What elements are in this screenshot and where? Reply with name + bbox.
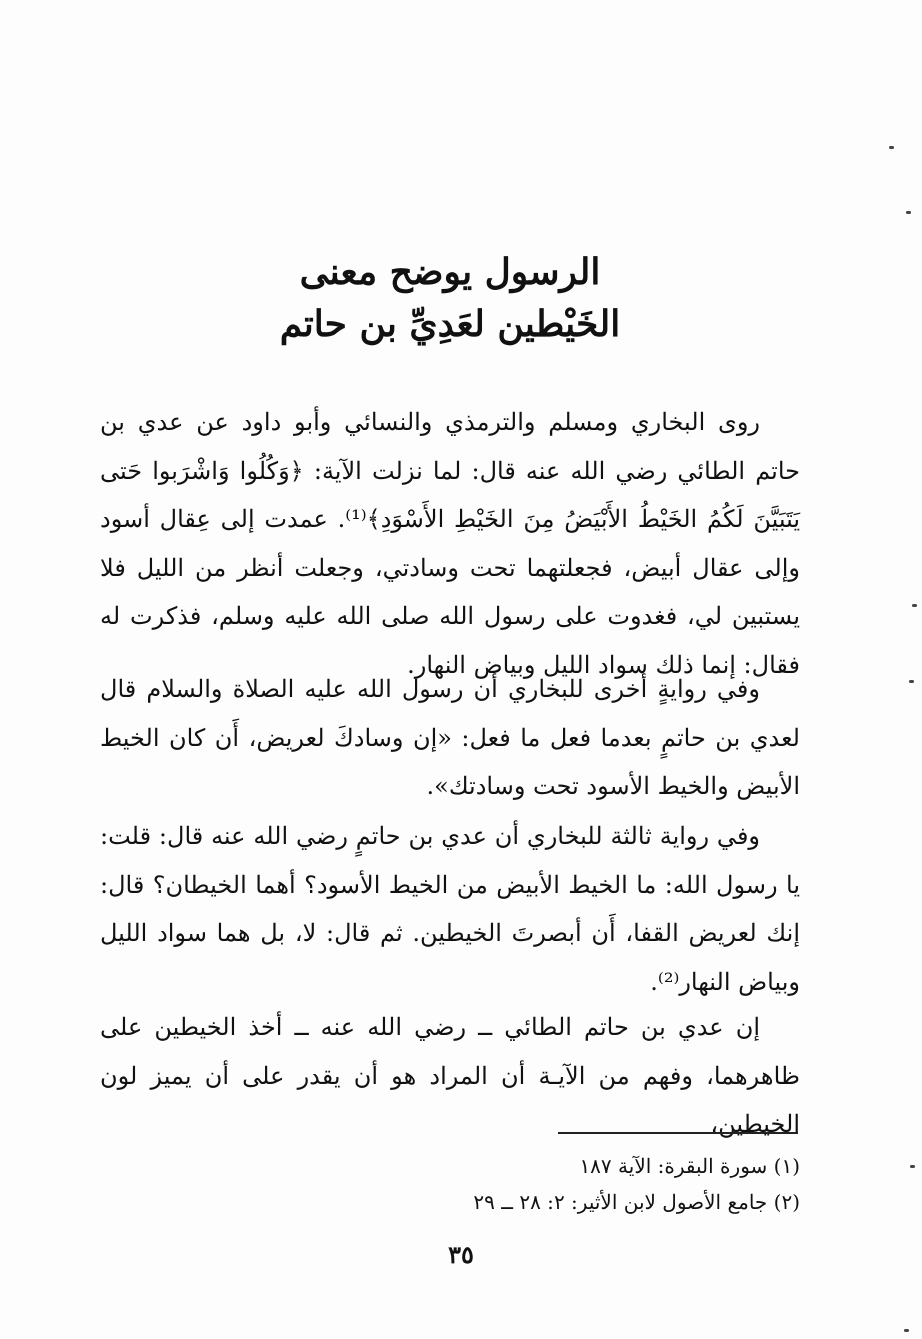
scan-speck [904, 1329, 909, 1332]
scan-speck [912, 604, 917, 607]
paragraph-3: وفي رواية ثالثة للبخاري أن عدي بن حاتمٍ رضي الله عنه قال: قلت: يا رسول الله: ما الخيط الأبيض من الخيط الأسود؟ أهما الخيطان؟ قال: إنك لعريض القفا، أَن أبصرتَ الخيطين. ثم قال: لا، بل هما سواد الليل وبياض النهار⁽²⁾. [100, 822, 800, 996]
page-title-line-2: الخَيْطين لعَدِيِّ بن حاتم [279, 303, 621, 345]
footnote-divider [558, 1132, 798, 1134]
paragraph-4: إن عدي بن حاتم الطائي ــ رضي الله عنه ــ أخذ الخيطين على ظاهرهما، وفهم من الآيـة أن المراد هو أن يقدر على أن يميز لون الخيطين، [100, 1013, 800, 1138]
paragraph-2: وفي روايةٍ أخرى للبخاري أن رسول الله عليه الصلاة والسلام قال لعدي بن حاتمٍ بعدما فعل ما فعل: «إن وسادكَ لعريض، أَن كان الخيط الأبيض والخيط الأسود تحت وسادتك». [100, 675, 800, 800]
scan-speck [889, 146, 894, 149]
footnote-2: (٢) جامع الأصول لابن الأثير: ٢: ٢٨ ــ ٢٩ [473, 1190, 800, 1214]
page-title-line-1: الرسول يوضح معنى [299, 251, 601, 293]
scan-speck [909, 680, 914, 683]
paragraph-1: روى البخاري ومسلم والترمذي والنسائي وأبو داود عن عدي بن حاتم الطائي رضي الله عنه قال: لما نزلت الآية: ﴿وَكُلُوا وَاشْرَبوا حَتى يَتَبَيَّنَ لَكُمُ الخَيْطُ الأَبْيَضُ مِنَ الخَيْطِ الأَسْوَدِ﴾⁽¹⁾. عمدت إلى عِقال أسود وإلى عقال أبيض، فجعلتهما تحت وسادتي، وجعلت أنظر من الليل فلا يستبين لي، فغدوت على رسول الله صلى الله عليه وسلم، فذكرت له فقال: إنما ذلك سواد الليل وبياض النهار. [100, 408, 800, 679]
scan-speck [910, 1165, 915, 1168]
footnote-1: (١) سورة البقرة: الآية ١٨٧ [579, 1154, 800, 1178]
page-number: ٣٥ [448, 1240, 474, 1269]
scan-speck [906, 211, 911, 214]
